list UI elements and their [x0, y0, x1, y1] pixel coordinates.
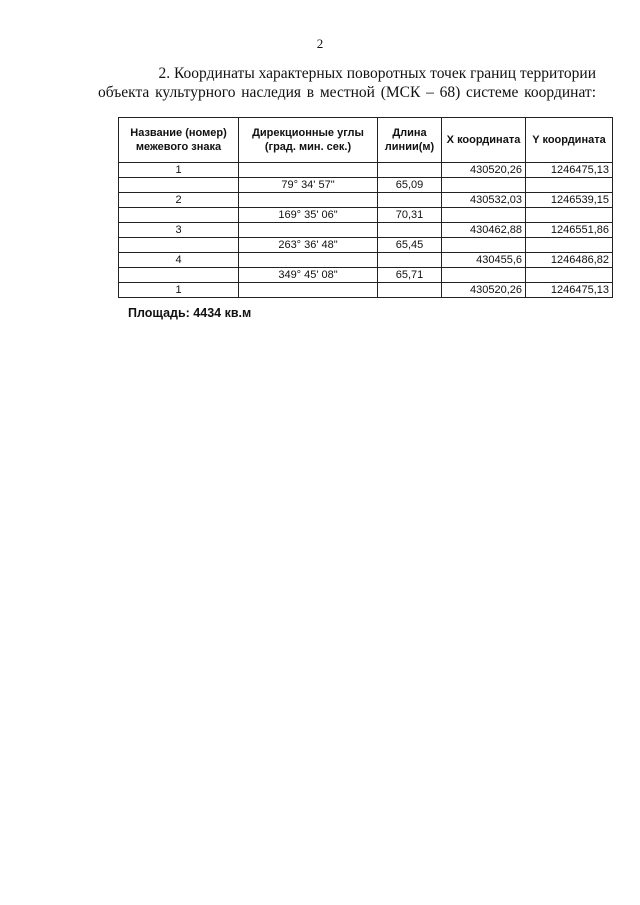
cell-y: 1246539,15 [526, 193, 613, 208]
cell-marker: 2 [119, 193, 239, 208]
area-total: Площадь: 4434 кв.м [128, 306, 252, 320]
coordinates-table [118, 117, 613, 298]
cell-length [378, 253, 442, 268]
table-row [119, 223, 613, 238]
table-row [119, 268, 613, 283]
cell-marker: 1 [119, 163, 239, 178]
cell-length [378, 223, 442, 238]
cell-angle [239, 163, 378, 178]
cell-length: 70,31 [378, 208, 442, 223]
heading-line-1: 2. Координаты характерных поворотных точек границ территории [158, 65, 596, 82]
header-y-coordinate: Y координата [526, 118, 613, 163]
cell-marker: 1 [119, 283, 239, 298]
cell-x [442, 178, 526, 193]
cell-length: 65,09 [378, 178, 442, 193]
cell-length: 65,45 [378, 238, 442, 253]
cell-y [526, 238, 613, 253]
table-body [119, 163, 613, 298]
table-row [119, 208, 613, 223]
cell-angle [239, 193, 378, 208]
table-header-row [119, 118, 613, 163]
heading-line-2: объекта культурного наследия в местной (МСК – 68) системе координат: [98, 84, 596, 101]
cell-marker: 4 [119, 253, 239, 268]
cell-y: 1246551,86 [526, 223, 613, 238]
cell-y [526, 208, 613, 223]
header-x-coordinate: X координата [442, 118, 526, 163]
cell-length [378, 283, 442, 298]
table-row [119, 253, 613, 268]
cell-marker [119, 208, 239, 223]
cell-y: 1246486,82 [526, 253, 613, 268]
cell-angle: 169° 35' 06" [239, 208, 378, 223]
cell-x: 430532,03 [442, 193, 526, 208]
cell-x: 430520,26 [442, 163, 526, 178]
table-row [119, 178, 613, 193]
table-row [119, 193, 613, 208]
table-row [119, 283, 613, 298]
cell-marker [119, 178, 239, 193]
cell-x: 430455,6 [442, 253, 526, 268]
cell-angle [239, 223, 378, 238]
table-row [119, 238, 613, 253]
cell-x: 430462,88 [442, 223, 526, 238]
section-heading [98, 64, 596, 102]
cell-y [526, 268, 613, 283]
cell-marker [119, 238, 239, 253]
cell-x [442, 208, 526, 223]
cell-length: 65,71 [378, 268, 442, 283]
cell-angle [239, 283, 378, 298]
cell-angle: 79° 34' 57" [239, 178, 378, 193]
header-line-length: Длина линии(м) [378, 118, 442, 163]
cell-x [442, 268, 526, 283]
table-row [119, 163, 613, 178]
cell-y [526, 178, 613, 193]
cell-angle: 263° 36' 48" [239, 238, 378, 253]
cell-angle: 349° 45' 08" [239, 268, 378, 283]
cell-length [378, 163, 442, 178]
cell-marker [119, 268, 239, 283]
header-marker-name: Название (номер) межевого знака [119, 118, 239, 163]
cell-length [378, 193, 442, 208]
page-number: 2 [316, 36, 324, 51]
header-direction-angles: Дирекционные углы (град. мин. сек.) [239, 118, 378, 163]
cell-y: 1246475,13 [526, 283, 613, 298]
cell-y: 1246475,13 [526, 163, 613, 178]
cell-x: 430520,26 [442, 283, 526, 298]
cell-x [442, 238, 526, 253]
cell-marker: 3 [119, 223, 239, 238]
cell-angle [239, 253, 378, 268]
